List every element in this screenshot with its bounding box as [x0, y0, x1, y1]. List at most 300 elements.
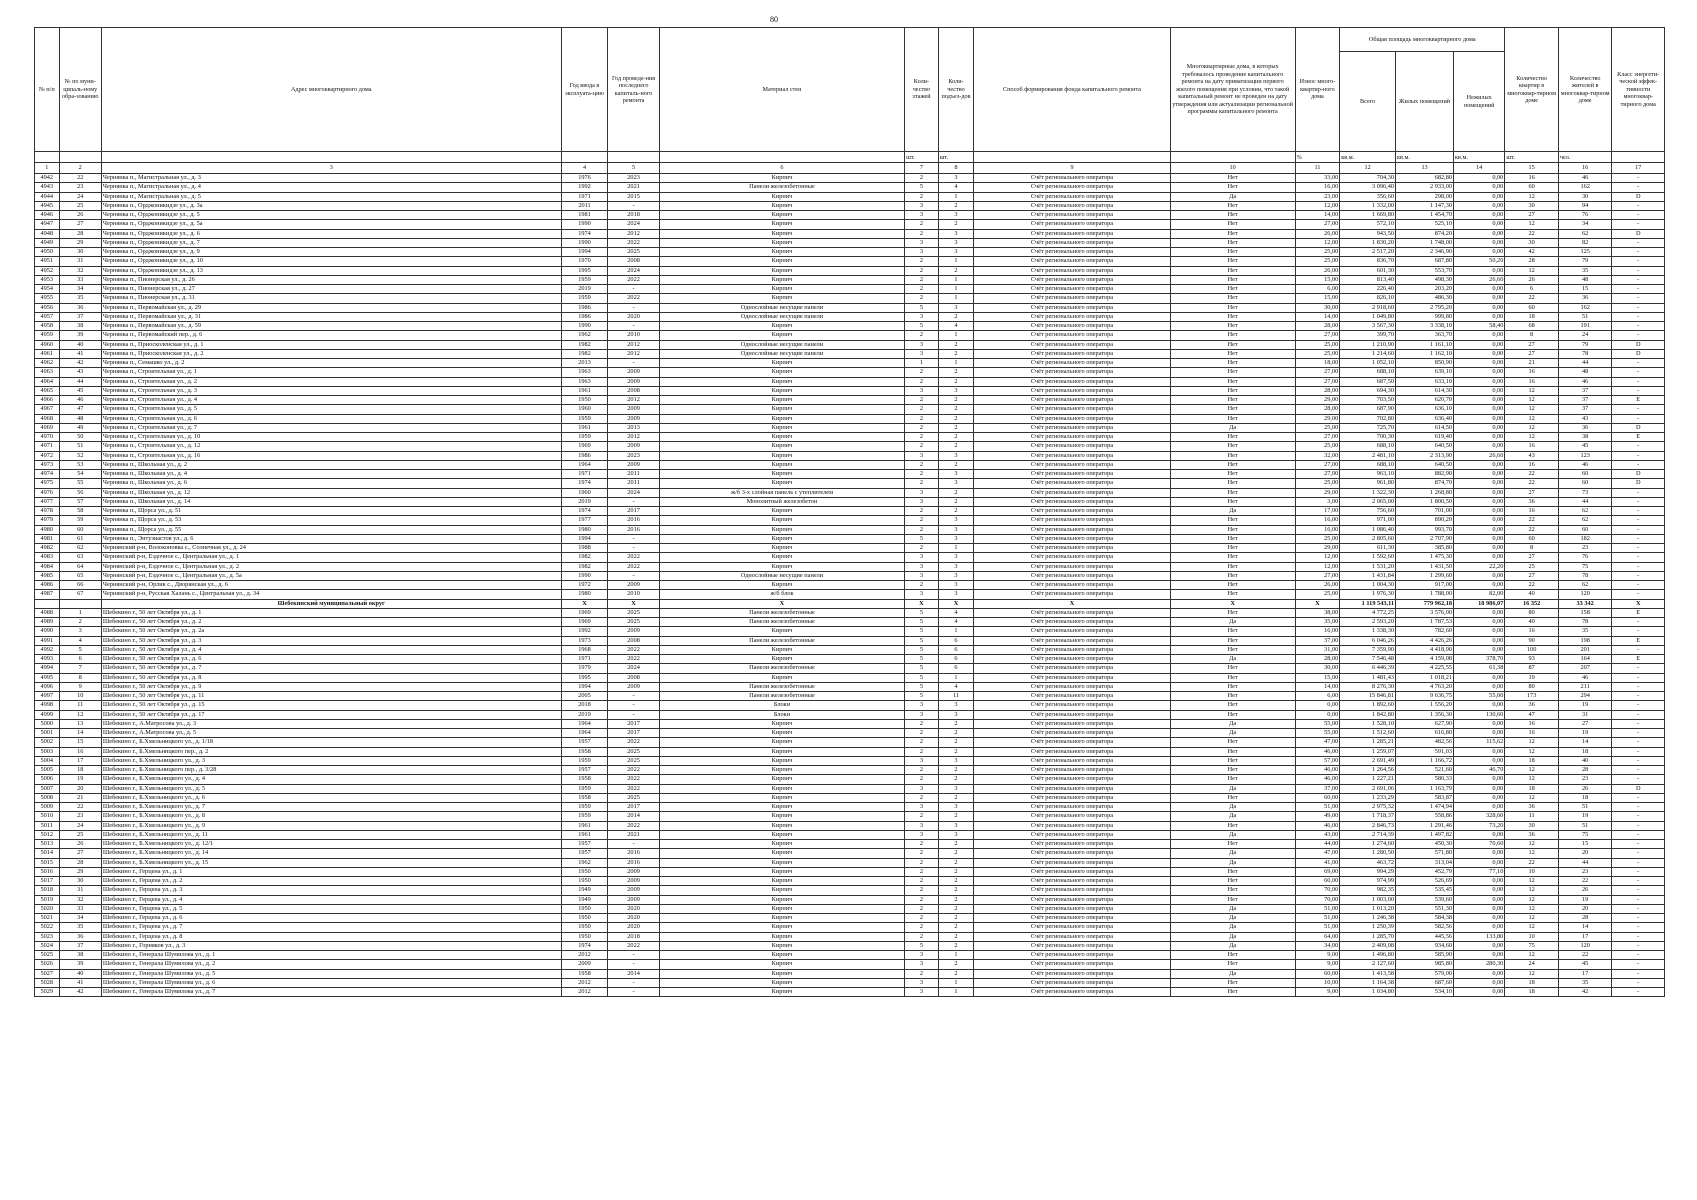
cell-index: 4995: [35, 673, 60, 682]
cell-entrances: 2: [938, 840, 974, 849]
cell-municipal-index: 37: [59, 312, 101, 321]
cell-area-total: 1 003,00: [1340, 895, 1396, 904]
unit-label: [101, 152, 561, 163]
cell-year-repair: 2009: [608, 886, 659, 895]
cell-wear: 27,00: [1295, 433, 1340, 442]
cell-area-living: 1 299,60: [1396, 571, 1454, 580]
cell-address: Шебекино г., Б.Хмельницкого ул., д. 8: [101, 812, 561, 821]
cell-energy-class: -: [1612, 516, 1665, 525]
cell-area-total: 982,35: [1340, 886, 1396, 895]
cell-municipal-index: 29: [59, 867, 101, 876]
cell-year-built: 1959: [561, 784, 608, 793]
cell-year-repair: 2022: [608, 238, 659, 247]
cell-wear: 25,00: [1295, 248, 1340, 257]
cell-area-nonliving: 0,00: [1454, 941, 1505, 950]
cell-residents: 34: [1558, 220, 1612, 229]
cell-wall-material: Кирпич: [659, 951, 904, 960]
cell-area-total: 2 691,06: [1340, 784, 1396, 793]
cell-municipal-index: 8: [59, 673, 101, 682]
cell-address: Чернянка п., Орджоникидзе ул., д. 9: [101, 248, 561, 257]
cell-floors: 3: [905, 553, 938, 562]
cell-residents: 23: [1558, 867, 1612, 876]
cell-area-nonliving: 0,00: [1454, 460, 1505, 469]
cell-address: Чернянка п., Магистральная ул., д. 3: [101, 174, 561, 183]
cell-address: Чернянка п., Энтузиастов ул., д. 6: [101, 534, 561, 543]
cell-area-total: 688,10: [1340, 368, 1396, 377]
cell-entrances: 2: [938, 747, 974, 756]
cell-wall-material: Панели железобетонные: [659, 682, 904, 691]
cell-fund-method: Счёт регионального оператора: [974, 470, 1170, 479]
cell-area-total: 2 065,00: [1340, 497, 1396, 506]
cell-wall-material: Кирпич: [659, 941, 904, 950]
cell-index: 5019: [35, 895, 60, 904]
cell-year-repair: 2009: [608, 442, 659, 451]
cell-wall-material: Кирпич: [659, 793, 904, 802]
cell-municipal-index: 52: [59, 451, 101, 460]
cell-wear: 70,00: [1295, 895, 1340, 904]
cell-repair-required: Нет: [1170, 747, 1295, 756]
cell-index: 5028: [35, 978, 60, 987]
cell-wear: 46,00: [1295, 775, 1340, 784]
cell-area-nonliving: 0,00: [1454, 673, 1505, 682]
cell-area-living: 782,60: [1396, 627, 1454, 636]
cell-area-living: 874,20: [1396, 229, 1454, 238]
cell-year-built: 1964: [561, 729, 608, 738]
cell-year-repair: 2021: [608, 830, 659, 839]
cell-index: 4953: [35, 275, 60, 284]
cell-wear: 70,00: [1295, 886, 1340, 895]
cell-area-nonliving: 0,00: [1454, 220, 1505, 229]
cell-residents: 37: [1558, 396, 1612, 405]
cell-floors: 5: [905, 183, 938, 192]
cell-entrances: 3: [938, 451, 974, 460]
cell-apartments: 8: [1505, 544, 1559, 553]
cell-area-living: 584,38: [1396, 914, 1454, 923]
cell-energy-class: -: [1612, 738, 1665, 747]
cell-address: Шебекино г., Б.Хмельницкого пер., д. 2: [101, 747, 561, 756]
cell-index: 4969: [35, 423, 60, 432]
cell-year-built: 1974: [561, 941, 608, 950]
cell-index: 4958: [35, 322, 60, 331]
cell-apartments: 16: [1505, 627, 1559, 636]
cell-area-total: 702,80: [1340, 414, 1396, 423]
cell-entrances: 2: [938, 349, 974, 358]
cell-wear: 51,00: [1295, 803, 1340, 812]
cell-wall-material: ж/б блок: [659, 590, 904, 599]
cell-wall-material: Кирпич: [659, 655, 904, 664]
unit-label: %: [1295, 152, 1340, 163]
table-row: [35, 738, 1665, 747]
cell-year-repair: -: [608, 534, 659, 543]
cell-fund-method: Счёт регионального оператора: [974, 497, 1170, 506]
cell-floors: 3: [905, 756, 938, 765]
cell-address: Чернянка п., Щорса ул., д. 55: [101, 525, 561, 534]
cell-energy-class: -: [1612, 692, 1665, 701]
cell-entrances: 2: [938, 858, 974, 867]
cell-year-built: 1990: [561, 220, 608, 229]
table-row: [35, 664, 1665, 673]
cell-index: 4997: [35, 692, 60, 701]
cell-wall-material: Кирпич: [659, 923, 904, 932]
cell-area-nonliving: 0,00: [1454, 886, 1505, 895]
cell-floors: 2: [905, 331, 938, 340]
cell-residents: 45: [1558, 442, 1612, 451]
cell-residents: 60: [1558, 470, 1612, 479]
cell-residents: 23: [1558, 544, 1612, 553]
cell-year-built: 1961: [561, 821, 608, 830]
cell-area-nonliving: 58,40: [1454, 322, 1505, 331]
cell-address: Чернянка п., Строительная ул., д. 4: [101, 396, 561, 405]
cell-floors: 2: [905, 192, 938, 201]
cell-residents: 37: [1558, 386, 1612, 395]
cell-address: Шебекино г., 50 лет Октября ул., д. 15: [101, 701, 561, 710]
cell-residents: 75: [1558, 562, 1612, 571]
cell-floors: 2: [905, 525, 938, 534]
cell-area-nonliving: 0,00: [1454, 238, 1505, 247]
cell-fund-method: Счёт регионального оператора: [974, 664, 1170, 673]
cell-area-living: 452,79: [1396, 867, 1454, 876]
cell-energy-class: D: [1612, 479, 1665, 488]
cell-area-nonliving: 328,60: [1454, 812, 1505, 821]
cell-year-built: 1982: [561, 562, 608, 571]
table-row: [35, 433, 1665, 442]
cell-residents: 43: [1558, 414, 1612, 423]
cell-year-repair: -: [608, 840, 659, 849]
column-number: 3: [101, 163, 561, 174]
cell-index: 4942: [35, 174, 60, 183]
cell-area-nonliving: 0,00: [1454, 534, 1505, 543]
cell-energy-class: -: [1612, 220, 1665, 229]
cell-energy-class: -: [1612, 793, 1665, 802]
table-row: [35, 914, 1665, 923]
cell-area-nonliving: 0,00: [1454, 377, 1505, 386]
cell-apartments: 25: [1505, 562, 1559, 571]
cell-fund-method: Счёт регионального оператора: [974, 368, 1170, 377]
cell-year-built: 2019: [561, 497, 608, 506]
cell-repair-required: Нет: [1170, 414, 1295, 423]
cell-year-repair: 2022: [608, 941, 659, 950]
cell-entrances: 2: [938, 340, 974, 349]
cell-energy-class: -: [1612, 266, 1665, 275]
cell-municipal-index: 47: [59, 405, 101, 414]
cell-floors: 2: [905, 266, 938, 275]
cell-wall-material: Кирпич: [659, 423, 904, 432]
cell-entrances: 3: [938, 821, 974, 830]
header-year-repair: Год проведе-ния последнего капиталь-ного ремонта: [608, 28, 659, 152]
cell-area-living: 363,70: [1396, 331, 1454, 340]
column-number: 5: [608, 163, 659, 174]
cell-fund-method: Счёт регионального оператора: [974, 183, 1170, 192]
cell-residents: 23: [1558, 775, 1612, 784]
cell-fund-method: Счёт регионального оператора: [974, 488, 1170, 497]
cell-municipal-index: 1: [59, 608, 101, 617]
cell-area-nonliving: 0,00: [1454, 507, 1505, 516]
table-row: [35, 590, 1665, 599]
cell-index: 4994: [35, 664, 60, 673]
cell-municipal-index: 66: [59, 581, 101, 590]
cell-year-repair: 2014: [608, 812, 659, 821]
cell-wall-material: Кирпич: [659, 738, 904, 747]
table-row: [35, 655, 1665, 664]
table-row: [35, 257, 1665, 266]
cell-fund-method: Счёт регионального оператора: [974, 303, 1170, 312]
cell-area-living: 4 426,26: [1396, 636, 1454, 645]
cell-index: 4965: [35, 386, 60, 395]
cell-residents: 62: [1558, 229, 1612, 238]
cell-area-total: 1 210,90: [1340, 340, 1396, 349]
table-row: [35, 701, 1665, 710]
cell-energy-class: -: [1612, 257, 1665, 266]
cell-entrances: 3: [938, 525, 974, 534]
cell-area-total: 2 846,73: [1340, 821, 1396, 830]
cell-fund-method: Счёт регионального оператора: [974, 812, 1170, 821]
cell-area-living: 999,80: [1396, 312, 1454, 321]
cell-wall-material: Монолитный железобетон: [659, 497, 904, 506]
cell-repair-required: Нет: [1170, 377, 1295, 386]
cell-energy-class: -: [1612, 359, 1665, 368]
cell-apartments: 12: [1505, 396, 1559, 405]
cell-energy-class: E: [1612, 655, 1665, 664]
cell-repair-required: Нет: [1170, 220, 1295, 229]
cell-energy-class: -: [1612, 460, 1665, 469]
cell-year-repair: 2016: [608, 516, 659, 525]
cell-energy-class: -: [1612, 238, 1665, 247]
cell-year-repair: 2022: [608, 775, 659, 784]
cell-area-living: 1 162,10: [1396, 349, 1454, 358]
cell-entrances: 2: [938, 877, 974, 886]
column-number: 14: [1454, 163, 1505, 174]
cell-entrances: 2: [938, 969, 974, 978]
cell-residents: 120: [1558, 941, 1612, 950]
cell-floors: 2: [905, 969, 938, 978]
cell-index: 4951: [35, 257, 60, 266]
cell-energy-class: E: [1612, 636, 1665, 645]
cell-repair-required: Нет: [1170, 229, 1295, 238]
cell-municipal-index: 45: [59, 386, 101, 395]
cell-municipal-index: 26: [59, 211, 101, 220]
cell-address: Чернянка п., Семашко ул., д. 2: [101, 359, 561, 368]
cell-index: 4979: [35, 516, 60, 525]
cell-repair-required: Нет: [1170, 497, 1295, 506]
cell-repair-required: Да: [1170, 784, 1295, 793]
cell-area-nonliving: 0,00: [1454, 978, 1505, 987]
table-row: [35, 349, 1665, 358]
cell-year-repair: 2018: [608, 932, 659, 941]
cell-wear: 27,00: [1295, 377, 1340, 386]
section-living-area: 779 962,18: [1396, 599, 1454, 608]
cell-repair-required: Нет: [1170, 877, 1295, 886]
cell-residents: 19: [1558, 895, 1612, 904]
cell-repair-required: Нет: [1170, 470, 1295, 479]
cell-municipal-index: 36: [59, 303, 101, 312]
cell-area-living: 687,80: [1396, 257, 1454, 266]
table-row: [35, 312, 1665, 321]
cell-wall-material: Кирпич: [659, 932, 904, 941]
cell-wear: 12,00: [1295, 562, 1340, 571]
cell-area-total: 1 892,60: [1340, 701, 1396, 710]
table-row: [35, 516, 1665, 525]
cell-floors: 3: [905, 562, 938, 571]
cell-year-repair: 2017: [608, 803, 659, 812]
cell-repair-required: Нет: [1170, 756, 1295, 765]
cell-apartments: 12: [1505, 793, 1559, 802]
cell-apartments: 80: [1505, 608, 1559, 617]
section-apartments: 16 352: [1505, 599, 1559, 608]
cell-year-built: 1959: [561, 414, 608, 423]
cell-repair-required: Нет: [1170, 294, 1295, 303]
cell-municipal-index: 4: [59, 636, 101, 645]
cell-municipal-index: 16: [59, 747, 101, 756]
cell-municipal-index: 17: [59, 756, 101, 765]
cell-municipal-index: 57: [59, 497, 101, 506]
cell-floors: 2: [905, 867, 938, 876]
cell-repair-required: Нет: [1170, 275, 1295, 284]
cell-address: Шебекино г., Герцена ул., д. 5: [101, 904, 561, 913]
cell-address: Чернянский р-н, Волоконовка с., Солнечная ул., д. 24: [101, 544, 561, 553]
cell-municipal-index: 29: [59, 238, 101, 247]
column-number: 9: [974, 163, 1170, 174]
cell-municipal-index: 48: [59, 414, 101, 423]
cell-wall-material: Блоки: [659, 710, 904, 719]
cell-area-living: 1 788,00: [1396, 590, 1454, 599]
cell-municipal-index: 23: [59, 183, 101, 192]
cell-municipal-index: 31: [59, 886, 101, 895]
cell-energy-class: -: [1612, 701, 1665, 710]
cell-year-built: 1964: [561, 460, 608, 469]
cell-municipal-index: 27: [59, 220, 101, 229]
cell-area-total: 2 975,32: [1340, 803, 1396, 812]
cell-address: Чернянка п., Приосколенская ул., д. 1: [101, 340, 561, 349]
cell-wall-material: Кирпич: [659, 359, 904, 368]
cell-entrances: 2: [938, 507, 974, 516]
cell-energy-class: -: [1612, 747, 1665, 756]
cell-residents: 294: [1558, 692, 1612, 701]
cell-apartments: 22: [1505, 581, 1559, 590]
cell-year-repair: 2025: [608, 248, 659, 257]
cell-wear: 6,00: [1295, 285, 1340, 294]
cell-floors: 3: [905, 488, 938, 497]
cell-address: Шебекино г., 50 лет Октября ул., д. 4: [101, 645, 561, 654]
cell-municipal-index: 18: [59, 766, 101, 775]
cell-energy-class: D: [1612, 349, 1665, 358]
cell-repair-required: Нет: [1170, 368, 1295, 377]
cell-area-living: 1 787,53: [1396, 618, 1454, 627]
cell-year-built: 1950: [561, 867, 608, 876]
cell-area-living: 2 933,00: [1396, 183, 1454, 192]
cell-repair-required: Да: [1170, 719, 1295, 728]
cell-index: 4945: [35, 201, 60, 210]
cell-area-nonliving: 0,00: [1454, 775, 1505, 784]
cell-energy-class: -: [1612, 544, 1665, 553]
cell-entrances: 1: [938, 257, 974, 266]
table-row: [35, 470, 1665, 479]
cell-apartments: 36: [1505, 803, 1559, 812]
cell-address: Шебекино г., Б.Хмельницкого ул., д. 5: [101, 784, 561, 793]
cell-wear: 27,00: [1295, 571, 1340, 580]
cell-address: Шебекино г., 50 лет Октября ул., д. 11: [101, 692, 561, 701]
cell-address: Шебекино г., Б.Хмельницкого ул., д. 11: [101, 830, 561, 839]
section-total-area: 1 119 543,11: [1340, 599, 1396, 608]
cell-energy-class: -: [1612, 627, 1665, 636]
cell-apartments: 18: [1505, 312, 1559, 321]
cell-floors: 2: [905, 923, 938, 932]
cell-year-built: 1949: [561, 895, 608, 904]
cell-wear: 29,00: [1295, 414, 1340, 423]
table-row: [35, 368, 1665, 377]
rows-chernyansky: [35, 174, 1665, 600]
cell-repair-required: Нет: [1170, 211, 1295, 220]
cell-area-living: 9 636,75: [1396, 692, 1454, 701]
cell-fund-method: Счёт регионального оператора: [974, 590, 1170, 599]
cell-area-total: 813,40: [1340, 275, 1396, 284]
cell-municipal-index: 33: [59, 275, 101, 284]
cell-area-total: 356,60: [1340, 192, 1396, 201]
cell-apartments: 12: [1505, 914, 1559, 923]
cell-year-repair: 2012: [608, 229, 659, 238]
cell-repair-required: Нет: [1170, 534, 1295, 543]
cell-area-nonliving: 0,00: [1454, 618, 1505, 627]
column-number: 1: [35, 163, 60, 174]
cell-wear: 26,00: [1295, 581, 1340, 590]
cell-year-built: 1950: [561, 923, 608, 932]
cell-residents: 37: [1558, 405, 1612, 414]
cell-address: Шебекино г., Герцена ул., д. 8: [101, 932, 561, 941]
cell-year-built: 1971: [561, 655, 608, 664]
cell-area-total: 943,50: [1340, 229, 1396, 238]
cell-year-built: 2012: [561, 951, 608, 960]
cell-year-repair: -: [608, 303, 659, 312]
cell-wear: 10,00: [1295, 978, 1340, 987]
cell-year-built: 1961: [561, 423, 608, 432]
cell-area-living: 4 418,90: [1396, 645, 1454, 654]
cell-apartments: 10: [1505, 867, 1559, 876]
table-row: [35, 322, 1665, 331]
cell-residents: 76: [1558, 553, 1612, 562]
cell-area-total: 1 280,50: [1340, 849, 1396, 858]
cell-wear: 28,00: [1295, 405, 1340, 414]
cell-area-nonliving: 0,00: [1454, 423, 1505, 432]
cell-area-nonliving: 0,00: [1454, 682, 1505, 691]
cell-repair-required: Нет: [1170, 692, 1295, 701]
cell-address: Чернянка п., Строительная ул., д. 6: [101, 414, 561, 423]
cell-fund-method: Счёт регионального оператора: [974, 192, 1170, 201]
cell-floors: 2: [905, 932, 938, 941]
cell-wall-material: Кирпич: [659, 553, 904, 562]
cell-address: Чернянка п., Орджоникидзе ул., д. 10: [101, 257, 561, 266]
cell-fund-method: Счёт регионального оператора: [974, 211, 1170, 220]
cell-floors: 2: [905, 257, 938, 266]
cell-fund-method: Счёт регионального оператора: [974, 719, 1170, 728]
cell-floors: 3: [905, 248, 938, 257]
cell-area-nonliving: 0,00: [1454, 877, 1505, 886]
table-row: [35, 627, 1665, 636]
cell-repair-required: Нет: [1170, 738, 1295, 747]
table-row: [35, 377, 1665, 386]
cell-fund-method: Счёт регионального оператора: [974, 534, 1170, 543]
cell-fund-method: Счёт регионального оператора: [974, 886, 1170, 895]
cell-apartments: 12: [1505, 923, 1559, 932]
cell-area-living: 1 147,30: [1396, 201, 1454, 210]
cell-area-nonliving: 0,00: [1454, 470, 1505, 479]
cell-year-built: 1958: [561, 747, 608, 756]
cell-area-living: 616,80: [1396, 729, 1454, 738]
cell-entrances: 2: [938, 904, 974, 913]
cell-index: 4946: [35, 211, 60, 220]
section-x-8: X: [938, 599, 974, 608]
cell-fund-method: Счёт регионального оператора: [974, 988, 1170, 997]
cell-energy-class: -: [1612, 840, 1665, 849]
cell-index: 4989: [35, 618, 60, 627]
